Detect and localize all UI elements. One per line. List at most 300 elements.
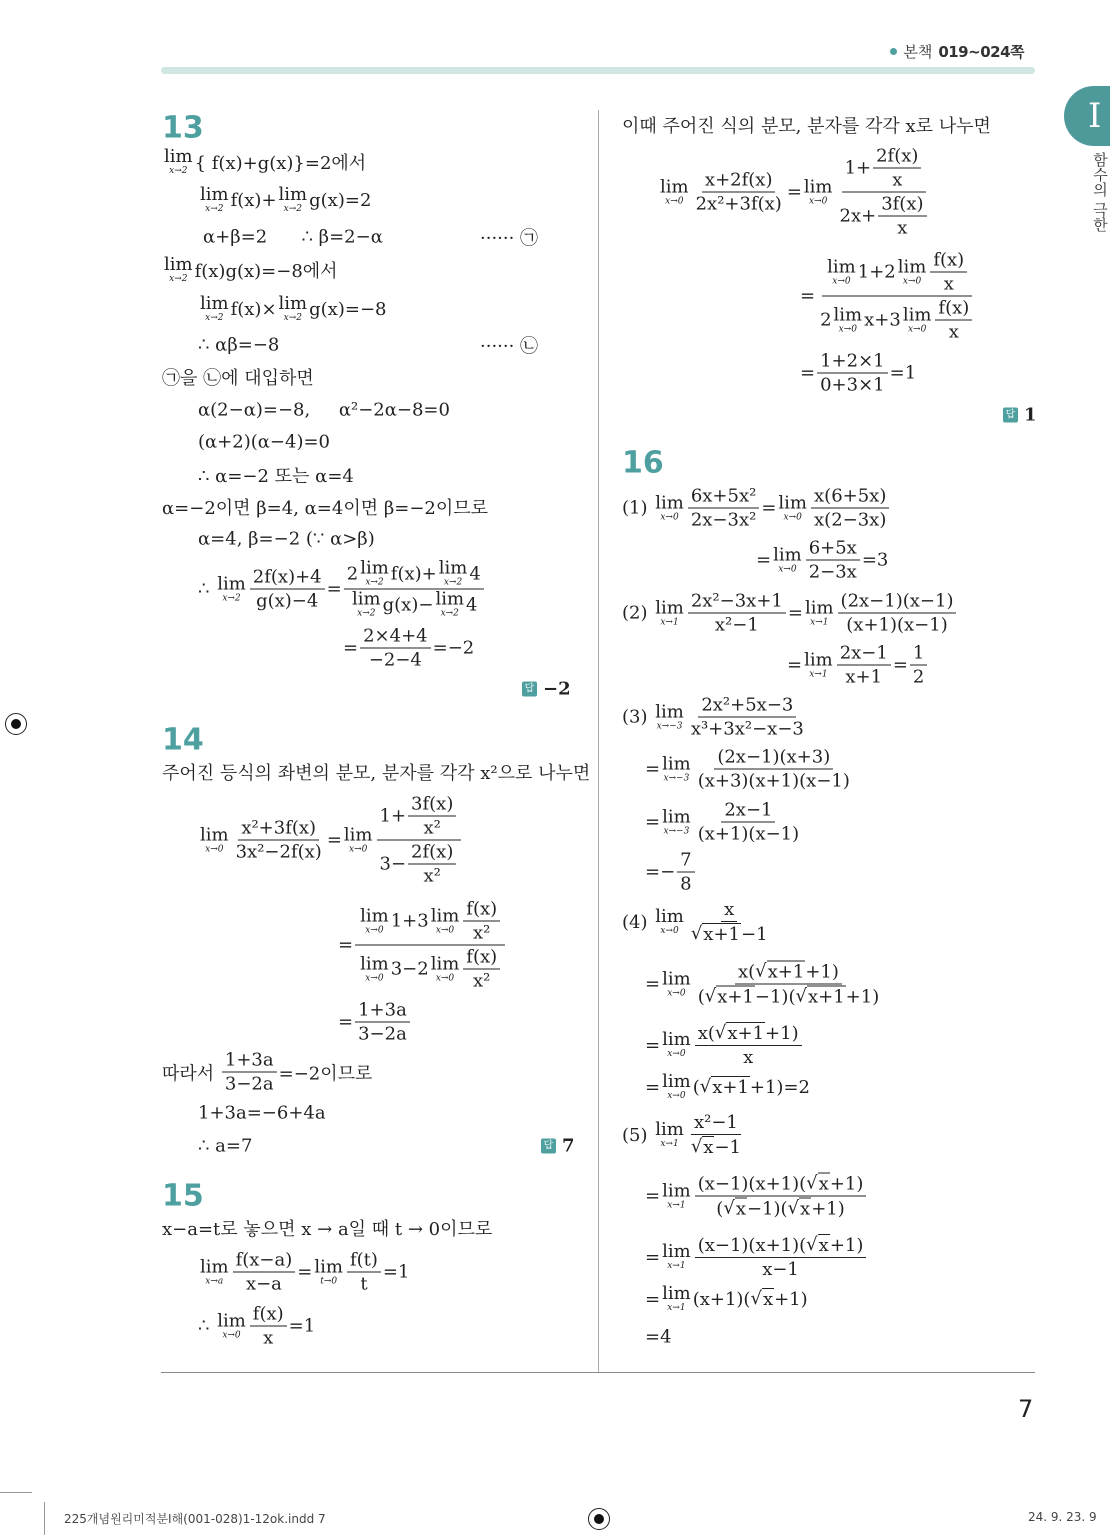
math-text: x (743, 1047, 754, 1068)
numerator (355, 1000, 410, 1023)
radical-icon: √ (699, 1076, 712, 1097)
limit (217, 1312, 246, 1340)
numerator (935, 298, 972, 321)
math-line (198, 335, 279, 356)
math-text: 3−2a (224, 1073, 274, 1095)
math-line (787, 643, 929, 688)
radical-icon: √ (795, 985, 807, 1007)
math-text: α=−2이면 β=4, α=4이면 β=−2이므로 (162, 498, 489, 519)
math-text: 2f(x) (876, 145, 919, 167)
math-text: 2f(x)+4 (252, 566, 322, 588)
numerator (233, 1250, 296, 1273)
lim-subscript: x→2 (205, 204, 224, 214)
fraction (930, 250, 967, 295)
math-text: f(x) (466, 946, 498, 968)
fraction (250, 567, 325, 612)
lim-word: lim (655, 701, 684, 722)
math-line (645, 1285, 808, 1313)
math-text: x (892, 169, 903, 191)
math-text: { f(x)+g(x)}=2에서 (194, 153, 367, 174)
numerator (910, 643, 927, 666)
lim-subscript: x→−3 (663, 826, 690, 836)
denominator (688, 922, 771, 945)
lim-subscript: x→0 (832, 276, 851, 286)
math-text: x² (423, 865, 441, 887)
square-root (723, 1198, 747, 1220)
lim-subscript: x→2 (365, 577, 384, 588)
fraction (222, 1050, 277, 1095)
radicand: x (818, 1235, 829, 1256)
radicand: x (703, 1137, 714, 1158)
equation-label (480, 332, 538, 358)
lim-word: lim (200, 293, 229, 314)
limit (164, 148, 193, 176)
math-text: (2x−1)(x+3) (717, 746, 831, 768)
limit (662, 1073, 691, 1101)
numerator (344, 557, 484, 590)
math-text: (3) (622, 706, 654, 728)
math-text: (α+2)(α−4)=0 (198, 431, 331, 453)
math-text: f(t) (349, 1249, 378, 1271)
numerator (408, 842, 456, 865)
math-text: f(x) (466, 898, 498, 920)
limit (438, 557, 468, 588)
math-text: =1 (889, 362, 917, 384)
math-text: = (645, 1246, 661, 1268)
fraction (693, 170, 785, 215)
lim-word: lim (662, 753, 691, 774)
fraction (688, 1112, 744, 1158)
math-text: 7 (680, 849, 692, 871)
numerator (688, 591, 786, 614)
limit (773, 546, 802, 574)
denominator (366, 649, 425, 671)
math-text: x+2f(x) (704, 169, 773, 191)
radical-icon: √ (787, 1197, 800, 1219)
fraction (688, 591, 786, 636)
math-text: 6x+5x² (690, 485, 757, 507)
chapter-tab: I (1064, 86, 1110, 146)
lim-word: lim (833, 304, 863, 325)
lim-subscript: x→1 (809, 669, 828, 679)
radical-icon: √ (723, 1197, 735, 1219)
denominator (941, 273, 957, 295)
math-text: x²−1 (693, 1112, 738, 1133)
fraction (463, 947, 500, 992)
lim-subscript: x→0 (838, 324, 858, 334)
math-line (198, 1250, 409, 1295)
math-text: =−2 (432, 637, 475, 659)
denominator (837, 193, 932, 239)
denominator (759, 1258, 802, 1280)
limit (662, 755, 691, 783)
math-line (800, 351, 916, 396)
math-line (658, 146, 934, 239)
math-text: x (948, 321, 959, 343)
math-text: 3− (379, 853, 407, 875)
math-text: t (360, 1273, 368, 1295)
math-line (198, 557, 486, 619)
math-text: ······ ㉠ (480, 228, 539, 249)
lim-word: lim (217, 1310, 246, 1331)
math-text: ∴ α=−2 또는 α=4 (198, 466, 354, 487)
denominator (946, 321, 962, 343)
numerator (714, 747, 833, 770)
math-line (645, 1022, 804, 1068)
math-line (203, 227, 383, 248)
math-text: +1)=2 (749, 1076, 810, 1098)
problem-number-13: 13 (162, 110, 204, 146)
denominator (470, 970, 493, 992)
lim-word: lim (200, 824, 229, 845)
math-text: ∴ (198, 578, 216, 600)
denominator (695, 823, 802, 845)
math-line (645, 747, 855, 792)
square-root (795, 986, 845, 1008)
lim-word: lim (200, 1256, 229, 1277)
lim-subscript: x→1 (667, 1303, 686, 1313)
math-text: x² (423, 817, 441, 839)
radicand: x+1 (807, 986, 845, 1008)
math-text: f(x)g(x)=−8에서 (194, 261, 338, 282)
lim-word: lim (164, 146, 193, 167)
lim-word: lim (778, 492, 808, 513)
math-text: −2−4 (368, 649, 422, 671)
square-root (750, 1288, 774, 1310)
limit (662, 970, 691, 998)
problem-number-15: 15 (162, 1178, 204, 1214)
limit (898, 258, 927, 286)
lim-word: lim (662, 1071, 691, 1092)
denominator (712, 614, 762, 636)
math-text: f(x−a) (235, 1249, 293, 1271)
numerator (878, 194, 926, 217)
lim-word: lim (360, 905, 389, 926)
math-text: 3f(x) (411, 793, 454, 815)
math-text: −1 (714, 1136, 741, 1158)
math-text: 1+3a (224, 1049, 274, 1071)
math-text: ∴ a=7 (198, 1135, 253, 1157)
math-text: = (645, 1034, 661, 1056)
denominator (817, 374, 888, 396)
math-text: 2x²+5x−3 (701, 694, 794, 716)
numerator (695, 1234, 867, 1258)
math-text: (x−1)(x+1)( (697, 1173, 807, 1194)
math-text: 2x−1 (839, 642, 888, 664)
header-rule (161, 67, 1035, 74)
registration-mark-icon (588, 1508, 610, 1530)
denominator (355, 1023, 410, 1045)
math-text: α+β=2 ∴ β=2−α (203, 226, 383, 248)
fraction (688, 695, 807, 740)
radicand: x+1 (703, 924, 740, 945)
denominator (843, 614, 950, 636)
answer-badge-icon: 답 (522, 682, 537, 697)
fraction (695, 1022, 802, 1068)
lim-subscript: x→0 (809, 196, 828, 206)
answer-value: 7 (562, 1135, 575, 1157)
math-text: x(6+5x) (814, 485, 887, 507)
numerator (811, 486, 889, 509)
math-text: = (326, 578, 342, 600)
radicand: x (762, 1289, 774, 1310)
math-text: = (800, 285, 816, 307)
math-line (622, 1112, 746, 1158)
numerator (238, 818, 319, 841)
math-text: 3x²−2f(x) (235, 841, 322, 863)
lim-subscript: x→0 (667, 988, 686, 998)
math-text: +1) (805, 961, 839, 982)
math-line (198, 432, 330, 453)
math-text: ······ ㉡ (480, 336, 539, 357)
math-line (198, 462, 354, 488)
answer-15 (1003, 405, 1037, 426)
math-text: 1 (912, 642, 925, 664)
limit (360, 557, 389, 588)
math-line (645, 961, 884, 1008)
math-text: 1+3a (358, 999, 407, 1021)
math-line (162, 494, 488, 520)
numerator (463, 947, 500, 970)
lim-word: lim (662, 1241, 691, 1262)
math-text: 2x−3x² (690, 509, 757, 531)
fraction (347, 1250, 381, 1295)
math-text: (5) (622, 1124, 654, 1146)
answer-badge-icon: 답 (541, 1139, 556, 1154)
radicand: x (800, 1198, 811, 1220)
footer-date: 24. 9. 23. 9 (1028, 1510, 1097, 1524)
math-text: 3f(x) (881, 193, 924, 215)
radical-icon: √ (690, 1136, 703, 1157)
fraction (463, 899, 500, 944)
math-line (162, 364, 314, 390)
math-text: ( (716, 1198, 724, 1219)
math-text: (1) (622, 497, 654, 519)
limit (662, 808, 691, 836)
math-text: f(x) (933, 249, 965, 271)
numerator (702, 170, 776, 193)
equation-label (480, 224, 538, 250)
limit (360, 955, 389, 983)
fraction (817, 250, 977, 343)
math-text: = (787, 654, 803, 676)
math-text: =−2이므로 (278, 1063, 373, 1084)
math-line (198, 1103, 326, 1124)
lim-subscript: x→0 (783, 512, 802, 522)
lim-word: lim (655, 1119, 684, 1140)
math-text: ∴ (198, 1315, 216, 1337)
lim-subscript: x→2 (357, 608, 376, 619)
fraction (355, 1000, 410, 1045)
problem-number-16: 16 (622, 445, 664, 481)
fraction (688, 486, 760, 531)
denominator (421, 865, 444, 887)
math-text: g(x)−4 (256, 590, 319, 612)
lim-subscript: x→0 (667, 1091, 686, 1101)
lim-subscript: x→0 (349, 844, 368, 854)
math-text: = (645, 973, 661, 995)
math-text: =1 (382, 1261, 410, 1283)
denominator (713, 1197, 847, 1220)
lim-word: lim (352, 588, 381, 610)
lim-word: lim (314, 1256, 343, 1277)
math-line (198, 529, 375, 550)
denominator (233, 841, 325, 863)
numerator (377, 794, 462, 841)
square-root (715, 1022, 765, 1044)
fraction (695, 1173, 867, 1220)
numerator (250, 567, 325, 590)
column-divider (598, 110, 599, 1372)
numerator (688, 486, 760, 509)
numerator (822, 250, 972, 297)
page-number: 7 (1018, 1395, 1034, 1423)
math-text: = (645, 811, 661, 833)
math-text: = (338, 934, 354, 956)
math-text: x (724, 899, 735, 920)
bullet-icon (890, 48, 897, 55)
limit (662, 1031, 691, 1059)
fraction (377, 794, 462, 887)
numerator (838, 591, 957, 614)
fraction (878, 194, 926, 239)
math-text: −1)( (746, 1198, 788, 1219)
limit (360, 907, 389, 935)
limit (431, 955, 460, 983)
numerator (360, 626, 431, 649)
math-text: x+3 (864, 309, 901, 331)
lim-word: lim (827, 256, 856, 277)
fraction (250, 1304, 287, 1349)
math-line (645, 1073, 810, 1101)
numerator (222, 1050, 277, 1073)
limit (804, 651, 833, 679)
fraction (408, 842, 456, 887)
math-line (198, 1304, 315, 1349)
math-line (622, 591, 958, 636)
math-text: 6+5x (808, 537, 857, 559)
math-line (162, 1215, 492, 1241)
math-text: ( (692, 1076, 700, 1098)
math-text: = (338, 1011, 354, 1033)
denominator (347, 590, 480, 619)
lim-word: lim (902, 304, 932, 325)
numerator (806, 538, 860, 561)
denominator (470, 922, 493, 944)
math-text: x³+3x²−x−3 (690, 718, 804, 740)
denominator (377, 841, 462, 887)
limit (903, 306, 932, 334)
lim-word: lim (662, 968, 691, 989)
lim-word: lim (773, 544, 802, 565)
math-text: x² (473, 922, 491, 944)
fraction (344, 557, 484, 619)
lim-subscript: x→2 (283, 313, 303, 323)
math-text: = (645, 1185, 661, 1207)
answer-14 (541, 1136, 575, 1157)
fraction (677, 850, 694, 895)
radicand: x+1 (712, 1077, 749, 1098)
math-text: 2 (912, 666, 925, 688)
numerator (842, 146, 927, 193)
math-text: = (786, 181, 802, 203)
denominator (910, 666, 927, 688)
limit (279, 186, 308, 214)
math-text: x( (737, 961, 756, 982)
math-line (343, 626, 474, 671)
math-line (645, 1327, 672, 1348)
answer-value: 1 (1024, 404, 1037, 426)
lim-subscript: x→1 (660, 617, 679, 627)
denominator (842, 666, 885, 688)
lim-subscript: x→0 (660, 512, 679, 522)
math-text: (x−1)(x+1)( (697, 1234, 807, 1256)
fraction (817, 351, 888, 396)
math-text: 3−2a (358, 1023, 407, 1045)
limit (804, 178, 833, 206)
fraction (695, 800, 802, 845)
registration-mark-icon (5, 713, 27, 735)
lim-word: lim (278, 293, 308, 314)
math-text: +1) (845, 986, 880, 1007)
denominator (688, 509, 760, 531)
math-text: 주어진 등식의 좌변의 분모, 분자를 각각 x²으로 나누면 (162, 763, 591, 784)
math-line (162, 256, 338, 284)
lim-word: lim (438, 557, 468, 579)
math-line (622, 112, 991, 138)
denominator (688, 718, 807, 740)
bottom-rule (161, 1372, 1035, 1373)
limit (655, 703, 684, 731)
denominator (695, 985, 883, 1008)
lim-subscript: t→0 (320, 1276, 338, 1286)
math-text: −1 (740, 923, 768, 945)
math-text: x (943, 273, 954, 295)
radical-icon: √ (750, 1288, 762, 1309)
lim-word: lim (360, 953, 389, 974)
math-text: 2−3x (808, 561, 857, 583)
lim-word: lim (343, 824, 373, 845)
math-text: =4 (645, 1326, 672, 1348)
math-text: 1+2 (857, 261, 896, 283)
fraction (233, 1250, 296, 1295)
numerator (817, 351, 888, 374)
lim-subscript: x→0 (902, 276, 922, 286)
denominator (222, 1073, 277, 1095)
math-text: 4 (466, 594, 478, 615)
limit (431, 907, 460, 935)
math-line (198, 1136, 252, 1157)
math-text: g(x)=2 (309, 189, 372, 211)
fraction (837, 146, 932, 239)
denominator (740, 1046, 756, 1068)
lim-subscript: x→0 (365, 925, 384, 935)
limit (352, 588, 381, 619)
numerator (463, 899, 500, 922)
math-text: = (761, 497, 777, 519)
lim-word: lim (804, 649, 833, 670)
radicand: x+1 (767, 961, 805, 983)
lim-subscript: x→0 (205, 844, 224, 854)
math-text: f(x)+ (230, 189, 277, 211)
radical-icon: √ (704, 985, 717, 1007)
math-text: x−a=t로 놓으면 x → a일 때 t → 0이므로 (162, 1219, 493, 1240)
lim-word: lim (435, 588, 465, 610)
math-text: x²−1 (714, 614, 759, 636)
lim-word: lim (278, 184, 308, 205)
math-text: g(x)=−8 (309, 298, 387, 320)
limit (164, 256, 193, 284)
